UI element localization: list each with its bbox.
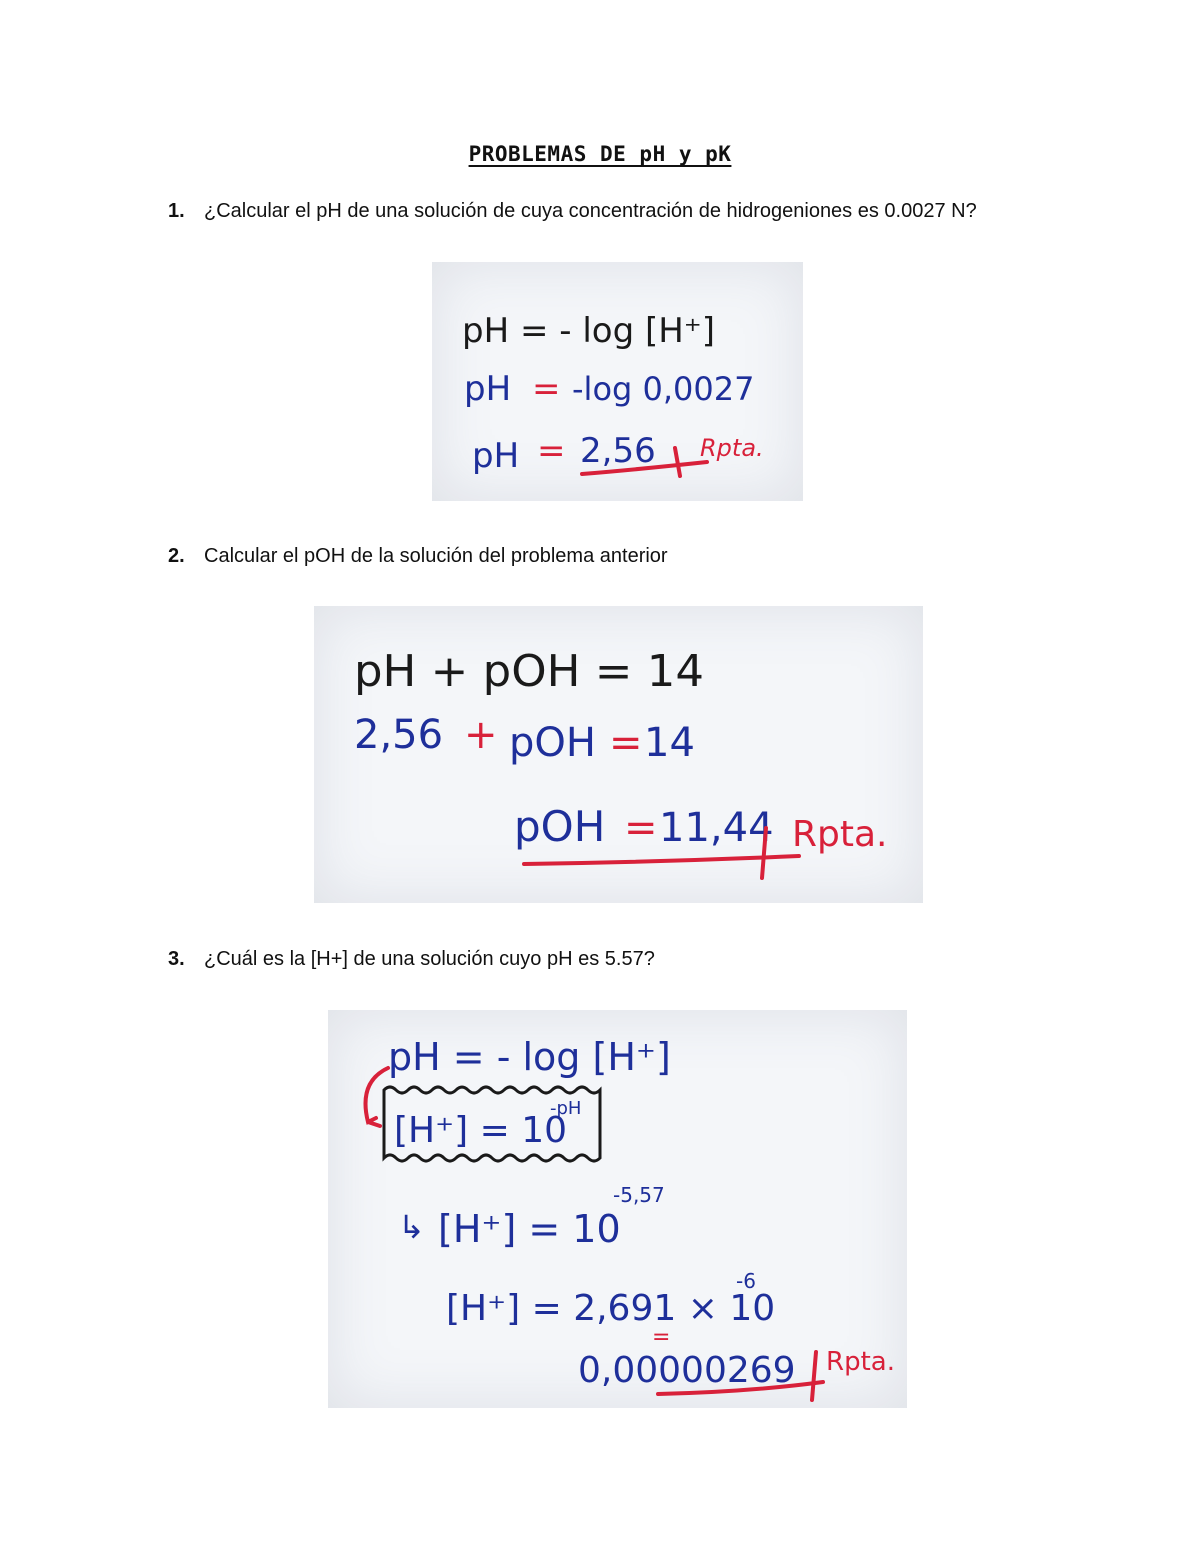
sol3-line4-exp: -6: [736, 1269, 756, 1293]
question-number: 1.: [168, 200, 185, 222]
sol2-line1: pH + pOH = 14: [354, 646, 704, 697]
sol2-line2-val: 14: [644, 720, 695, 766]
sol3-boxed: [H⁺] = 10: [394, 1110, 568, 1151]
sol3-line5: 0,00000269: [578, 1350, 796, 1391]
sol1-tick: [675, 448, 680, 476]
sol3-line1: pH = - log [H⁺]: [388, 1035, 671, 1079]
question-number: 2.: [168, 545, 185, 567]
solution-2-handwriting: [314, 606, 923, 903]
sol2-line2-plus: +: [464, 712, 498, 758]
solution-3-handwriting: [328, 1010, 907, 1408]
sol1-line2-eq: =: [532, 369, 561, 409]
sol1-line3-eq: =: [537, 431, 566, 471]
sol2-answer-tag: Rpta.: [792, 814, 888, 855]
sol3-line3-arrow: ↳: [398, 1208, 425, 1246]
sol1-line3-rhs: 2,56: [580, 431, 656, 471]
sol3-line4: [H⁺] = 2,691 × 10: [446, 1288, 776, 1329]
sol2-line3-val: 11,44: [659, 805, 774, 851]
sol2-line3-lhs: pOH: [514, 802, 606, 851]
question-text: Calcular el pOH de la solución del problema anterior: [204, 545, 668, 567]
sol3-line5-eq: =: [652, 1325, 671, 1350]
question-2: [168, 545, 668, 568]
question-number: 3.: [168, 948, 185, 970]
sol2-line2-lhs: 2,56: [354, 712, 444, 758]
question-1: [168, 200, 977, 223]
solution-photo-1: [432, 262, 803, 501]
sol1-line2-rhs: -log 0,0027: [572, 370, 755, 408]
sol2-line2-eq: =: [609, 720, 643, 766]
solution-photo-2: [314, 606, 923, 903]
page-title: PROBLEMAS DE pH y pK: [468, 142, 732, 166]
question-text: ¿Calcular el pH de una solución de cuya concentración de hidrogeniones es 0.0027 N?: [204, 200, 977, 222]
sol3-line3-exp: -5,57: [613, 1183, 665, 1207]
sol2-underline: [524, 856, 799, 864]
sol3-boxed-exp: -pH: [550, 1098, 582, 1119]
sol1-line1: pH = - log [H⁺]: [462, 311, 716, 351]
question-text: ¿Cuál es la [H+] de una solución cuyo pH es 5.57?: [204, 948, 655, 970]
sol1-answer-tag: Rpta.: [700, 434, 764, 462]
sol1-line2-lhs: pH: [464, 369, 512, 409]
sol1-line3-lhs: pH: [472, 436, 520, 476]
solution-photo-3: [328, 1010, 907, 1408]
sol3-line3: [H⁺] = 10: [438, 1207, 621, 1251]
solution-1-handwriting: [432, 262, 803, 501]
question-3: [168, 948, 655, 971]
sol2-line3-eq: =: [624, 805, 658, 851]
sol3-answer-tag: Rpta.: [826, 1347, 895, 1377]
sol2-line2-rhs: pOH: [509, 720, 596, 766]
sol3-tick: [812, 1352, 816, 1400]
